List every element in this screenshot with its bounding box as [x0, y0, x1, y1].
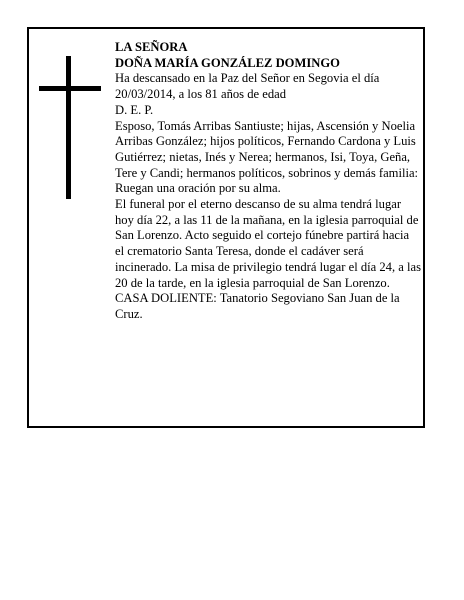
rip-line: D. E. P. — [115, 102, 154, 117]
notice-text — [115, 40, 421, 323]
deceased-name: DOÑA MARÍA GONZÁLEZ DOMINGO — [115, 55, 340, 70]
mourning-house: CASA DOLIENTE: Tanatorio Segoviano San Juan de la Cruz. — [115, 291, 400, 321]
latin-cross-icon — [39, 56, 101, 199]
death-statement: Ha descansado en la Paz del Señor en Segovia el día 20/03/2014, a los 81 años de edad — [115, 71, 380, 102]
obituary-notice — [27, 27, 425, 428]
cross-horizontal-bar — [39, 86, 101, 91]
notice-title-line: LA SEÑORA — [115, 40, 188, 54]
funeral-details: El funeral por el eterno descanso de su alma tendrá lugar hoy día 22, a las 11 de la mañana, en la iglesia parroquial de San Lorenzo. Acto seguido el cortejo fúnebre partirá hacia el crematorio Santa Teresa, donde el cadáver será incinerado. La misa de privilegio tendrá lugar el día 24, a las 20 de la tarde, en la iglesia parroquial de San Lorenzo. — [115, 197, 421, 290]
prayer-request: Ruegan una oración por su alma. — [115, 181, 281, 196]
family-list: Esposo, Tomás Arribas Santiuste; hijas, Ascensión y Noelia Arribas González; hijos políticos, Fernando Cardona y Luis Gutiérrez; nietas, Inés y Nerea; hermanos, Isi, Toya, Geña, Tere y Candi; hermanos políticos, sobrinos y demás familia: — [115, 118, 419, 180]
cross-vertical-bar — [66, 56, 71, 199]
